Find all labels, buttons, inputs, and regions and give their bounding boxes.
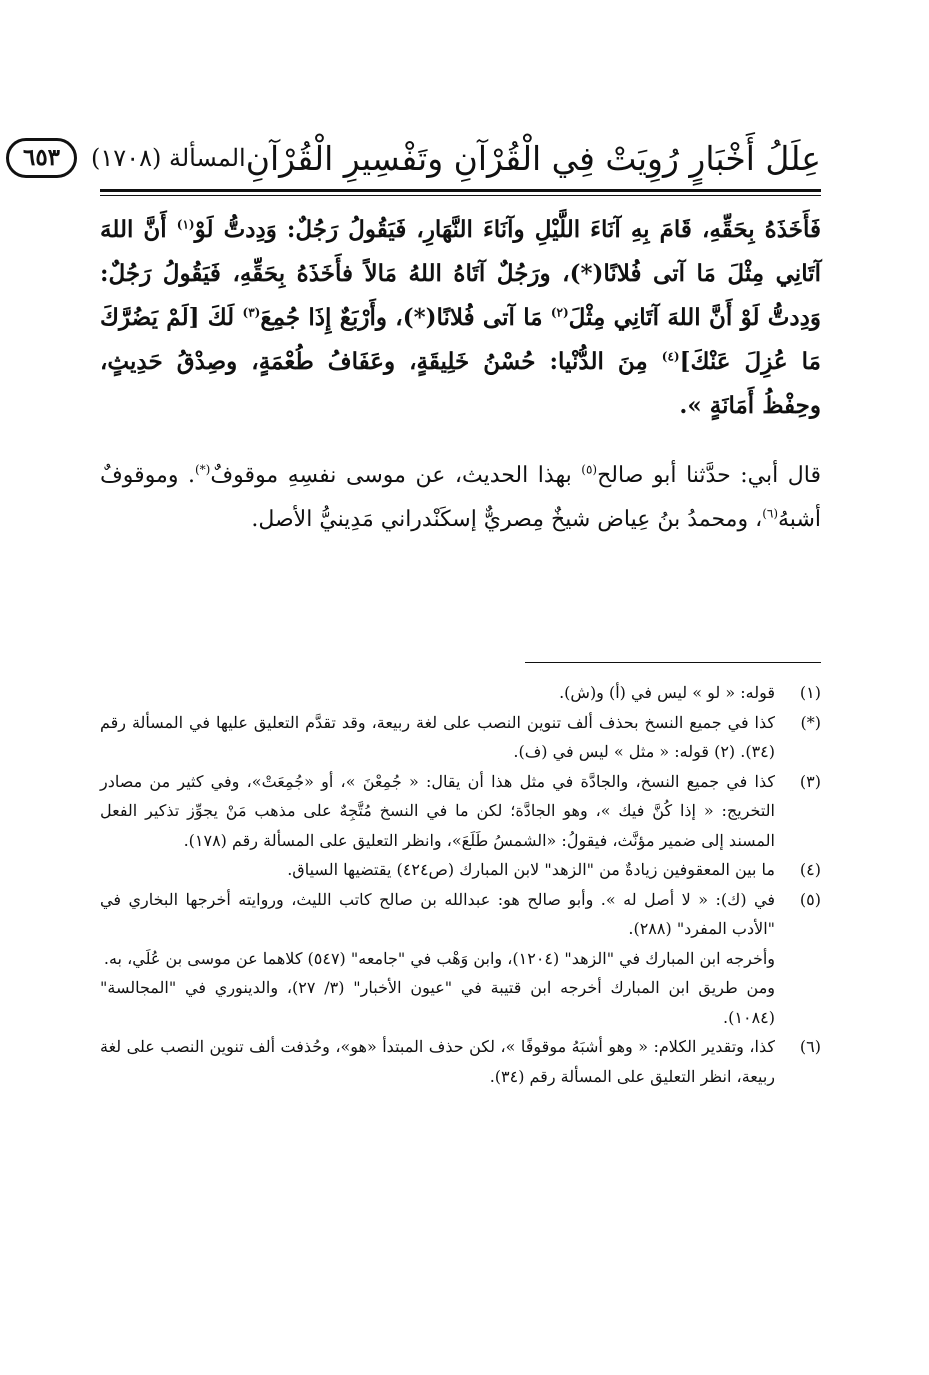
footnote-number: (٤) [799, 860, 821, 879]
footnote [100, 708, 821, 767]
hadith-text [100, 208, 821, 428]
footnote-text: ومن طريق ابن المبارك أخرجه ابن قتيبة في "عيون الأخبار" (٣/ ٢٧)، والدينوري في "المجالسة" (١٠٨٤). [100, 978, 776, 1027]
hadith-line: مَا آتى فُلانًا(*)، وأَرْبَعٌ إِذَا جُمِعَ [260, 304, 543, 331]
footnote-number: (٣) [799, 771, 821, 791]
footnotes [100, 678, 821, 1091]
hadith-line: فَأَخَذَهُ بِحَقِّهِ، قَامَ بِهِ آنَاءَ اللَّيْلِ وآنَاءَ النَّهَارِ، فَيَقُولُ رَجُلٌ: وَدِدتُّ لَوْ [194, 216, 822, 243]
footnote-number: (١) [799, 683, 821, 702]
hadith-line: فَيَقُولُ رَجُلٌ: وَدِدتُّ لَوْ أَنَّ اللهَ آتَانِي مِثْلَ [100, 260, 821, 331]
footnote-number: (*) [800, 712, 821, 732]
isnad-segment: . وموقوفٌ أشبهُ [100, 463, 821, 532]
footnote-text: وأخرجه ابن المبارك في "الزهد" (١٢٠٤)، وابن وَهْب في "جامعه" (٥٤٧) كلاهما عن موسى بن عُلَي، به. [103, 948, 775, 968]
footnote-marker: (٢) [550, 305, 569, 320]
footnote-separator [525, 662, 821, 663]
footnote-text: كذا في جميع النسخ، والجادَّة في مثل هذا أن يقال: « جُمِعْنَ »، أو «جُمِعَتْ»، وفي كثير من مصادر التخريج: « إذا كُنَّ فيك »، وهو الجادَّة؛ لكن ما في النسخ مُتَّجِهٌ على مذهب مَنْ يجوِّز تذكير الفعل المسند إلى ضمير مؤنَّث، فيقولُ: «الشمسُ طَلَعَ»، وانظر التعليق على المسألة رقم (١٧٨). [100, 771, 775, 850]
footnote-number: (٦) [799, 1037, 821, 1056]
hadith-line: لَكَ [لَمْ يَضُرَّكَ مَا عُزِلَ عَنْكَ] [100, 304, 822, 375]
footnote-marker: (٣) [242, 305, 261, 320]
book-title: عِلَلُ أَخْبَارٍ رُوِيَتْ فِي الْقُرْآنِ وتَفْسِيرِ الْقُرْآنِ [245, 138, 821, 178]
isnad-segment: بهذا الحديث، عن موسى نفسِهِ موقوفٌ [210, 463, 572, 488]
isnad-segment: قال أبي: حدَّثنا أبو صالح [597, 463, 821, 488]
footnote-text: كذا، وتقدير الكلام: « وهو أشبَهُ موقوفًا »، لكن حذف المبتدأ «هو»، وحُذفت ألف تنوين النصب على لغة ربيعة، انظر التعليق على المسألة رقم (٣٤). [100, 1037, 775, 1086]
header-rule [100, 189, 821, 192]
hadith-line: مِنَ الدُّنْيا: حُسْنُ خَلِيقَةٍ، وعَفَافُ طُعْمَةٍ، وصِدْقُ حَدِيثٍ، وحِفْظُ أَمَانَةٍ ». [100, 348, 821, 419]
running-header [22, 130, 821, 186]
footnote-text: في (ك): « لا أصل له ». وأبو صالح هو: عبدالله بن صالح كاتب الليث، وروايته أخرجها البخاري في "الأدب المفرد" (٢٨٨). [100, 889, 775, 938]
footnote-marker: (٤) [661, 349, 680, 364]
footnote [100, 855, 821, 885]
page-number: ٦٥٣ [6, 138, 77, 178]
footnote-marker: (٦) [762, 506, 779, 521]
footnote-marker: (*) [195, 462, 211, 477]
isnad-segment: ، ومحمدُ بنُ عِياض شيخٌ مِصريٌّ إسكَنْدراني مَدِينيُّ الأصل. [251, 507, 763, 532]
footnote-text: ما بين المعقوفين زيادةٌ من "الزهد" لابن المبارك (ص٤٢٤) يقتضيها السياق. [287, 860, 775, 879]
footnote [100, 767, 821, 856]
footnote-marker: (١) [176, 217, 195, 232]
footnote-text: كذا في جميع النسخ بحذف ألف تنوين النصب على لغة ربيعة، وقد تقدَّم التعليق عليها في المسألة رقم (٣٤). (٢) قوله: « مثل » ليس في (ف). [100, 712, 775, 761]
hadith-line: أَنَّ اللهَ آتَانِي مِثْلَ مَا آتى فُلانًا(*)، ورَجُلٌ آتَاهُ اللهُ مَالاً فأَخَذَهُ بِحَقِّهِ، [100, 216, 821, 287]
issue-number: المسألة (١٧٠٨) [91, 144, 246, 172]
footnote [100, 1032, 821, 1091]
issue-group [6, 138, 246, 178]
footnote [100, 678, 821, 708]
footnote [100, 885, 821, 1033]
header-rule-thin [100, 195, 821, 196]
footnote-marker: (٥) [581, 462, 598, 477]
isnad-text [100, 454, 821, 542]
footnote-number: (٥) [799, 889, 821, 909]
footnote-text: قوله: « لو » ليس في (أ) و(ش). [559, 683, 775, 702]
main-text [100, 208, 821, 542]
